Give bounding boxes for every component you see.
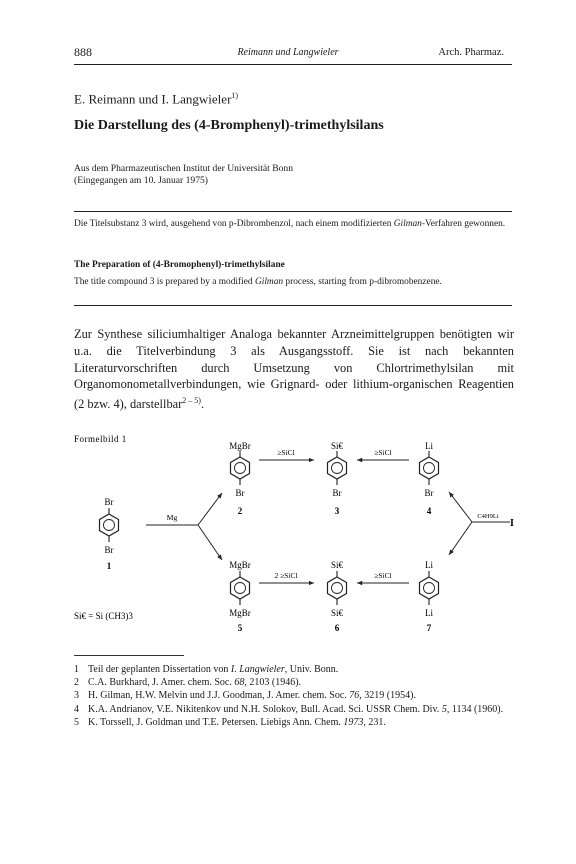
footnote-number: 2 [74, 677, 79, 689]
compound-7-bottom: Li [425, 608, 433, 618]
compound-6-top: Si€ [330, 560, 344, 570]
footnote-text-end: 231. [365, 716, 386, 728]
scheme-label-I: I [510, 518, 514, 529]
body-paragraph [74, 326, 514, 413]
footnote-item [74, 703, 514, 716]
compound-1-top: Br [104, 497, 114, 507]
footnote-number: 1 [74, 664, 79, 675]
compound-1-number: 1 [106, 561, 112, 571]
compound-1-bottom: Br [104, 545, 114, 555]
compound-2-top: MgBr [229, 441, 251, 451]
compound-2-number: 2 [237, 506, 243, 516]
arrow-to-2 [198, 493, 222, 525]
abstract-english-title: The Preparation of (4-Bromophenyl)-trimethylsilane [74, 260, 285, 270]
footnote-text: Teil der geplanten Dissertation von [88, 664, 231, 675]
body-text-end: . [200, 397, 205, 412]
footnote-text: K. Torssell, J. Goldman und T.E. Petersen. Liebigs Ann. Chem. [88, 716, 344, 728]
footnote-number: 5 [74, 716, 79, 728]
footnote-rule [74, 655, 184, 656]
footnote-item [74, 676, 514, 689]
footnote-number: 4 [74, 703, 79, 715]
compound-3-bottom: Br [332, 488, 342, 498]
header-rule [74, 64, 512, 65]
compound-3 [328, 441, 347, 516]
footnote-text: H. Gilman, H.W. Melvin und J.J. Goodman, J. Amer. chem. Soc. [88, 690, 350, 702]
footnote-italic: 76, [349, 690, 362, 702]
footnote-item [74, 716, 514, 729]
arrow-to-4 [449, 492, 472, 522]
abstract-en-italic: Gilman [254, 277, 284, 287]
footnotes [74, 663, 514, 729]
reagent-mg-label: Mg [166, 513, 178, 522]
compound-5-bottom: MgBr [229, 608, 251, 618]
compound-2 [229, 441, 251, 516]
compound-1 [100, 497, 119, 571]
abstract-de-text-end: -Verfahren gewonnen. [421, 219, 506, 229]
arrow-to-7 [449, 522, 472, 555]
body-reference: 2 – 5) [182, 396, 201, 406]
compound-6-bottom: Si€ [330, 608, 344, 618]
compound-5-number: 5 [237, 623, 243, 633]
abstract-bottom-rule [74, 305, 512, 306]
running-authors: Reimann und Langwieler [237, 47, 339, 58]
page-number: 888 [74, 45, 92, 59]
compound-6-number: 6 [334, 623, 340, 633]
compound-4 [420, 441, 439, 516]
footnote-item [74, 689, 514, 702]
authors-footnote-mark: 1) [231, 91, 239, 100]
footnote-italic: 68, [234, 677, 247, 689]
footnote-item [74, 663, 514, 676]
abstract-top-rule [74, 211, 512, 212]
abstract-german [74, 218, 514, 230]
institute-block [74, 163, 293, 187]
reagent-buli-label: C4H9Li [477, 513, 499, 520]
authors-text: E. Reimann und I. Langwieler [74, 91, 232, 107]
compound-4-top: Li [425, 441, 433, 451]
article-title: Die Darstellung des (4-Bromphenyl)-trimethylsilans [74, 118, 384, 133]
institute-line: Aus dem Pharmazeutischen Institut der Universität Bonn [74, 163, 294, 174]
journal-name: Arch. Pharmaz. [438, 47, 504, 58]
compound-4-number: 4 [426, 506, 432, 516]
compound-6 [328, 560, 347, 633]
reagent-si-top-left: ≥SiCl [277, 448, 295, 457]
footnote-text-end: 1134 (1960). [449, 703, 504, 715]
body-text: Zur Synthese siliciumhaltiger Analoga bekannter Arzneimittelgruppen benötigten wir u.a. die Titelverbindung 3 als Ausgangsstoff. Sie ist nach bekannten Literaturvorschriften durch Umsetzung von Chlortrimethylsilan mit Organomonometallverbindungen, wie Grignard- oder lithium-organischen Reagentien (2 bzw. 4), darstellbar [74, 327, 514, 412]
scheme-legend: Si€ = Si (CH3)3 [74, 611, 133, 621]
footnote-text-end: 3219 (1954). [361, 690, 416, 702]
footnote-number: 3 [74, 690, 79, 702]
received-line: (Eingegangen am 10. Januar 1975) [74, 175, 209, 186]
footnote-text: C.A. Burkhard, J. Amer. chem. Soc. [88, 677, 235, 689]
scheme-caption: Formelbild 1 [74, 434, 127, 444]
compound-7 [420, 560, 439, 633]
abstract-de-italic: Gilman [393, 219, 422, 229]
compound-5 [229, 560, 251, 633]
compound-7-number: 7 [426, 623, 432, 633]
reagent-si-top-right: ≥SiCl [374, 448, 392, 457]
abstract-en-text: The title compound 3 is prepared by a modified [74, 277, 255, 287]
compound-3-top: Si€ [330, 441, 344, 451]
reagent-si-bottom-right: ≥SiCl [374, 571, 392, 580]
footnote-text-end: , Univ. Bonn. [284, 664, 339, 675]
footnote-text: K.A. Andrianov, V.E. Nikitenkov und N.H. Solokov, Bull. Acad. Sci. USSR Chem. Div. [88, 703, 442, 715]
article-authors [74, 91, 238, 107]
footnote-italic: 5, [441, 703, 450, 715]
reagent-2si: 2 ≥SiCl [274, 571, 298, 580]
arrow-to-5 [198, 525, 222, 560]
compound-2-bottom: Br [235, 488, 245, 498]
compound-3-number: 3 [334, 506, 340, 516]
compound-5-top: MgBr [229, 560, 251, 570]
abstract-english [74, 276, 514, 288]
abstract-en-text-end: process, starting from p-dibromobenzene. [283, 277, 442, 287]
footnote-text-end: 2103 (1946). [246, 677, 302, 689]
footnote-italic: I. Langwieler [230, 664, 285, 675]
compound-7-top: Li [425, 560, 433, 570]
abstract-de-text: Die Titelsubstanz 3 wird, ausgehend von p-Dibrombenzol, nach einem modifizierten [74, 219, 394, 229]
footnote-italic: 1973, [343, 716, 366, 728]
reaction-scheme [74, 430, 514, 640]
compound-4-bottom: Br [424, 488, 434, 498]
